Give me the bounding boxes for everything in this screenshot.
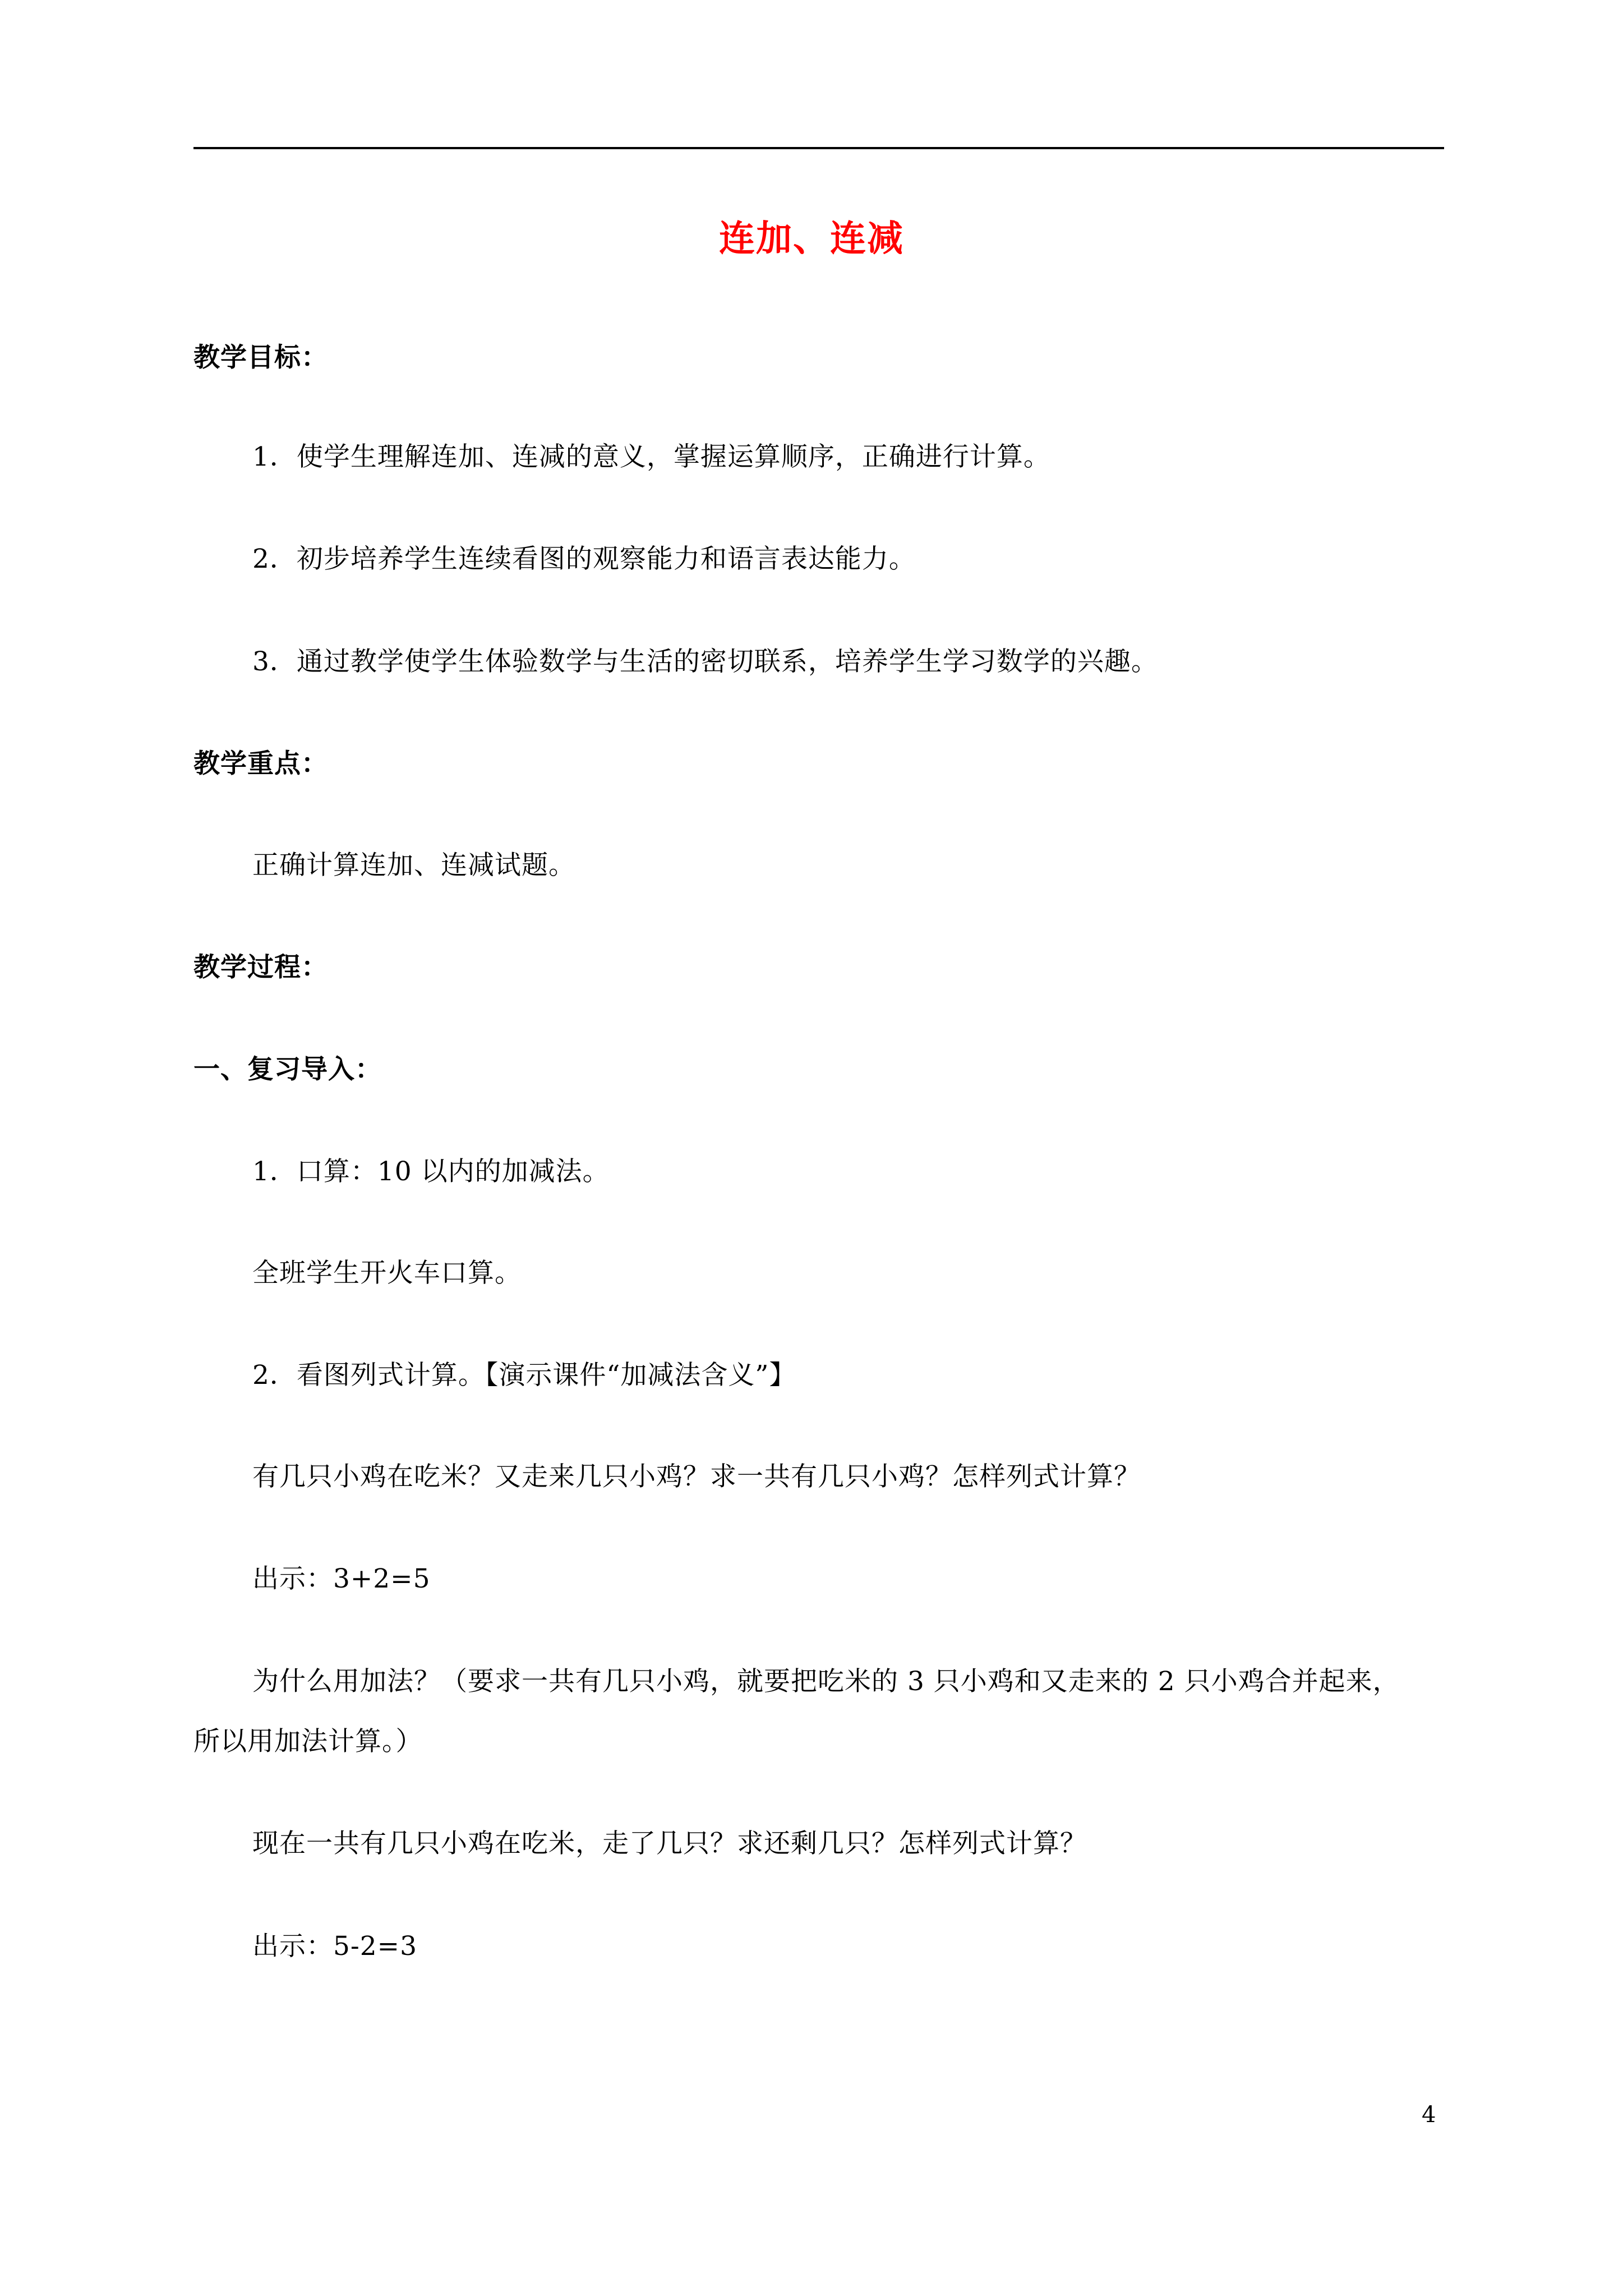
part1-item-2: 2．看图列式计算。【演示课件“加减法含义”】 (252, 1360, 796, 1391)
focus-text: 正确计算连加、连减试题。 (252, 850, 575, 881)
part1-item-1: 1．口算：10 以内的加减法。 (252, 1156, 610, 1187)
show-equation-1: 出示：3+2=5 (252, 1563, 431, 1594)
goals-heading: 教学目标： (193, 342, 328, 373)
goal-item-3: 3．通过教学使学生体验数学与生活的密切联系，培养学生学习数学的兴趣。 (252, 646, 1158, 677)
why-addition-line-2: 所以用加法计算。） (193, 1726, 423, 1757)
question-1: 有几只小鸡在吃米？又走来几只小鸡？求一共有几只小鸡？怎样列式计算？ (252, 1461, 1141, 1492)
header-rule (193, 147, 1444, 149)
question-2: 现在一共有几只小鸡在吃米，走了几只？求还剩几只？怎样列式计算？ (252, 1828, 1087, 1859)
process-heading: 教学过程： (193, 952, 328, 983)
page-number: 4 (1422, 2102, 1436, 2128)
part1-item-1-detail: 全班学生开火车口算。 (252, 1258, 522, 1289)
goal-item-2: 2．初步培养学生连续看图的观察能力和语言表达能力。 (252, 544, 916, 574)
why-addition-line-1: 为什么用加法？（要求一共有几只小鸡，就要把吃米的 3 只小鸡和又走来的 2 只小鸡合并起来， (252, 1666, 1400, 1697)
part1-heading: 一、复习导入： (193, 1054, 382, 1085)
goal-item-1: 1．使学生理解连加、连减的意义，掌握运算顺序，正确进行计算。 (252, 441, 1050, 472)
document-title: 连加、连减 (719, 218, 904, 260)
show-equation-2: 出示：5-2=3 (252, 1931, 417, 1962)
focus-heading: 教学重点： (193, 748, 328, 779)
